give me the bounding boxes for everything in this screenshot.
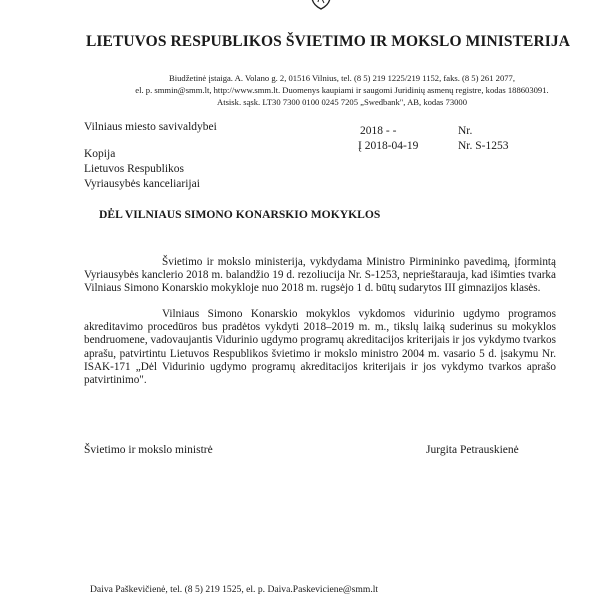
ministry-name: LIETUVOS RESPUBLIKOS ŠVIETIMO IR MOKSLO MINISTERIJA: [85, 33, 571, 50]
contact-line: Atsisk. sąsk. LT30 7300 0100 0245 7205 „Swedbank", AB, kodas 73000: [216, 97, 468, 107]
outgoing-number: Nr.: [458, 125, 473, 137]
copy-recipient-line: Vyriausybės kanceliarijai: [84, 178, 200, 190]
incoming-date: Į 2018-04-19: [358, 140, 419, 152]
outgoing-date: 2018 - -: [360, 125, 397, 137]
copy-recipient-line: Lietuvos Respublikos: [84, 163, 184, 175]
body-paragraph: Vilniaus Simono Konarskio mokyklos vykdomos vidurinio ugdymo programos akreditavimo procedūros bus pradėtos vykdyti 2018–2019 m. m., tikslų laiką suderinus su mokyklos bendruomene, vadovaujantis Vidurinio ugdymo programų akreditacijos kriterijais ir jos vykdymo tvarkos aprašu, patvirtintu Lietuvos Respublikos švietimo ir mokslo ministro 2004 m. vasario 5 d. įsakymu Nr. ISAK-171 „Dėl Vidurinio ugdymo programų akreditacijos kriterijais ir jos vykdymo tvarkos aprašo patvirtinimo".: [84, 308, 556, 387]
coat-of-arms-icon: [309, 0, 333, 10]
body-paragraph: Švietimo ir mokslo ministerija, vykdydama Ministro Pirmininko pavedimą, įformintą Vyriausybės kanclerio 2018 m. balandžio 19 d. rezoliucija Nr. S-1253, neprieštarauja, kad išimties tvarka Vilniaus Simono Konarskio mokykloje nuo 2018 m. rugsėjo 1 d. būtų sudarytos III gimnazijos klasės.: [84, 256, 556, 295]
contact-line: Biudžetinė įstaiga. A. Volano g. 2, 01516 Vilnius, tel. (8 5) 219 1225/219 1152, faks. (8 5) 261 2077,: [169, 73, 515, 83]
letterhead-contact: [128, 72, 556, 108]
signatory-name: Jurgita Petrauskienė: [426, 444, 519, 456]
footer-contact: Daiva Paškevičienė, tel. (8 5) 219 1525, el. p. Daiva.Paskeviciene@smm.lt: [90, 584, 379, 595]
copy-label: Kopija: [84, 148, 116, 160]
signatory-position: Švietimo ir mokslo ministrė: [84, 444, 213, 456]
incoming-number: Nr. S-1253: [458, 140, 509, 152]
contact-line: el. p. smmin@smm.lt, http://www.smm.lt. Duomenys kaupiami ir saugomi Juridinių asmenų registre, kodas 188603091.: [135, 85, 549, 95]
letter-subject: DĖL VILNIAUS SIMONO KONARSKIO MOKYKLOS: [99, 208, 381, 221]
recipient-primary: Vilniaus miesto savivaldybei: [84, 121, 217, 133]
